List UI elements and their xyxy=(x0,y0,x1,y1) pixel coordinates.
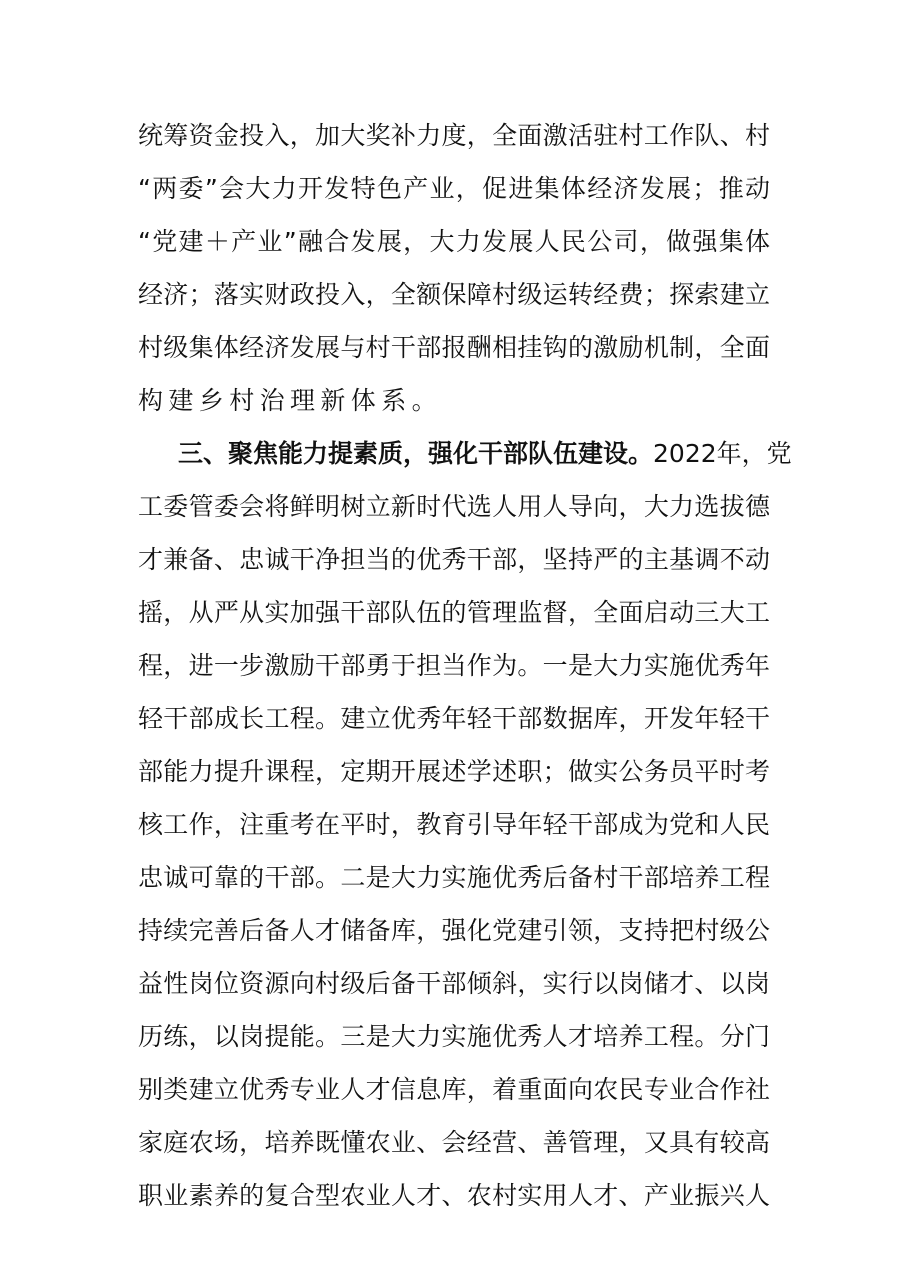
text-line: 经济；落实财政投入，全额保障村级运转经费；探索建立 xyxy=(138,280,770,309)
text-line: 程，进一步激励干部勇于担当作为。一是大力实施优秀年 xyxy=(138,651,770,680)
text-line: 统筹资金投入，加大奖补力度，全面激活驻村工作队、村 xyxy=(138,121,770,150)
text-line: “党建＋产业”融合发展，大力发展人民公司，做强集体 xyxy=(138,227,770,256)
section-heading-line xyxy=(178,434,792,474)
text-line: 构建乡村治理新体系。 xyxy=(138,386,443,415)
text-line: 核工作，注重考在平时，教育引导年轻干部成为党和人民 xyxy=(138,810,770,839)
text-line: “两委”会大力开发特色产业，促进集体经济发展；推动 xyxy=(138,174,770,203)
text-line: 摇，从严从实加强干部队伍的管理监督，全面启动三大工 xyxy=(138,598,770,627)
text-line: 别类建立优秀专业人才信息库，着重面向农民专业合作社 xyxy=(138,1075,770,1104)
text-line: 忠诚可靠的干部。二是大力实施优秀后备村干部培养工程 xyxy=(138,863,770,892)
text-line: 历练，以岗提能。三是大力实施优秀人才培养工程。分门 xyxy=(138,1022,770,1051)
section-heading: 三、聚焦能力提素质，强化干部队伍建设。 xyxy=(178,439,654,468)
text-line: 工委管委会将鲜明树立新时代选人用人导向，大力选拔德 xyxy=(138,492,770,521)
text-line: 轻干部成长工程。建立优秀年轻干部数据库，开发年轻干 xyxy=(138,704,770,733)
text-segment: 2022年，党 xyxy=(653,439,792,468)
text-line: 职业素养的复合型农业人才、农村实用人才、产业振兴人 xyxy=(138,1181,770,1210)
text-line: 家庭农场，培养既懂农业、会经营、善管理，又具有较高 xyxy=(138,1128,770,1157)
text-line: 益性岗位资源向村级后备干部倾斜，实行以岗储才、以岗 xyxy=(138,969,770,998)
text-line: 部能力提升课程，定期开展述学述职；做实公务员平时考 xyxy=(138,757,770,786)
text-line: 才兼备、忠诚干净担当的优秀干部，坚持严的主基调不动 xyxy=(138,545,770,574)
text-line: 村级集体经济发展与村干部报酬相挂钩的激励机制，全面 xyxy=(138,333,770,362)
text-line: 持续完善后备人才储备库，强化党建引领，支持把村级公 xyxy=(138,916,770,945)
